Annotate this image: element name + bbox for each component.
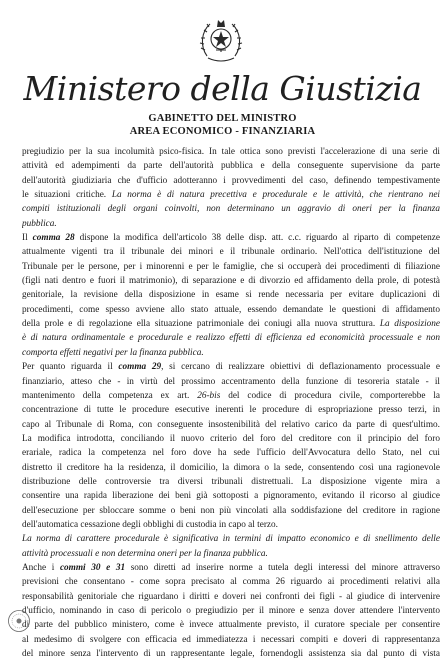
text-line bbox=[22, 375, 440, 389]
text-line bbox=[22, 604, 440, 618]
text-line bbox=[22, 260, 440, 274]
text-line bbox=[22, 461, 440, 475]
text-line bbox=[22, 217, 440, 231]
text-segment: attualmente vigenti tra il tribunale dei minori e il tribunale ordinario. Nell'ottica dell'istituzione del bbox=[22, 247, 440, 258]
text-segment: Il bbox=[22, 233, 33, 244]
text-segment: pubblica. bbox=[22, 218, 57, 229]
text-line bbox=[22, 561, 440, 575]
text-segment: distretto il creditore ha la residenza, il domicilio, la dimora o la sede, consentendo così una ragionevole bbox=[22, 462, 440, 473]
text-segment: sono diretti ad inserire norme a tutela degli interessi del minore attraverso bbox=[125, 562, 440, 573]
text-segment: procedimenti, come spesso avviene allo stato attuale, essendo demandate le questioni di affidamento bbox=[22, 304, 440, 315]
text-line bbox=[22, 231, 440, 245]
office-title: GABINETTO DEL MINISTRO bbox=[148, 113, 297, 124]
text-segment: d'ufficio, nominando in caso di pericolo o pregiudizio per il minore e senza dover attendere l'intervento bbox=[22, 606, 440, 616]
text-line bbox=[22, 432, 440, 446]
text-segment: La norma di carattere procedurale è significativa in termini di impatto economico e di snellimento delle bbox=[22, 534, 440, 545]
text-line bbox=[22, 202, 440, 216]
text-segment: di parte del pubblico ministero, come è invece attualmente previsto, il curatore speciale per consentire bbox=[22, 620, 440, 631]
text-segment: comporta effetti negativi per la finanza pubblica. bbox=[22, 347, 204, 358]
text-segment: 26-bis bbox=[197, 390, 221, 401]
text-segment: dell'esecuzione per sbloccare somme o beni non più vincolati alla soddisfazione del creditore in ragione bbox=[22, 505, 440, 516]
text-line bbox=[22, 547, 440, 561]
text-line bbox=[22, 504, 440, 518]
text-line bbox=[22, 475, 440, 489]
text-line bbox=[22, 317, 440, 331]
text-segment: mantenimento della competenza ex art. bbox=[22, 390, 198, 401]
document-body bbox=[22, 145, 440, 661]
text-line bbox=[22, 360, 440, 374]
text-line bbox=[22, 274, 440, 288]
text-line bbox=[22, 590, 440, 604]
text-line bbox=[22, 575, 440, 589]
text-line bbox=[22, 403, 440, 417]
text-line bbox=[22, 174, 440, 188]
text-segment: del codice di procedura civile, comporterebbe la bbox=[220, 390, 440, 401]
text-line bbox=[22, 633, 440, 647]
text-line bbox=[22, 159, 440, 173]
text-segment: Tribunale per le persone, per i minorenni e per le famiglie, che si occuperà dei procedimenti di filiazione bbox=[22, 261, 440, 272]
text-segment: capo al Tribunale di Roma, con conseguente insostenibilità del relativo carico da parte di quest'ultimo. bbox=[22, 419, 440, 430]
text-line bbox=[22, 303, 440, 317]
text-segment: La disposizione bbox=[379, 319, 440, 330]
masthead: Ministero della Giustizia bbox=[23, 69, 422, 108]
text-line bbox=[22, 188, 440, 202]
text-segment: Per quanto riguarda il bbox=[22, 362, 119, 373]
text-segment: della prole e di regolazione ella situazione patrimoniale dei coniugi alla nuova struttura. bbox=[22, 319, 380, 330]
text-segment: erariale, radica la competenza nel foro dove ha sede l'ufficio dell'Avvocatura dello Stato, nel cui bbox=[22, 448, 440, 459]
text-segment: La modifica introdotta, conciliando il nuovo criterio del foro del creditore con il principio del foro bbox=[22, 433, 440, 444]
text-segment: , si cercano di realizzare obiettivi di deflazionamento processuale e bbox=[161, 362, 440, 373]
text-segment: concentrazione di tutte le procedure esecutive inerenti le procedure di espropriazione presso terzi, in bbox=[22, 405, 440, 416]
text-segment: previsioni che consentano - come sopra precisato al comma 26 riguardo ai procedimenti relativi alla bbox=[22, 577, 440, 588]
italian-republic-emblem-icon bbox=[198, 16, 244, 66]
text-segment: pregiudizio per la sua incolumità psico-fisica. In tale ottica sono previsti l'accelerazione di una serie di bbox=[22, 147, 440, 157]
text-segment: compiti istituzionali degli organi coinvolti, non determinano un aggravio di oneri per la finanza bbox=[22, 204, 440, 215]
text-segment: attività processuali e non determina oneri per la finanza pubblica. bbox=[22, 548, 268, 559]
text-line bbox=[22, 245, 440, 259]
text-segment: dell'autorità giudiziaria che d'ufficio adotteranno i provvedimenti del caso, definendo tempestivamente bbox=[22, 175, 440, 186]
circular-stamp-icon bbox=[7, 609, 31, 633]
text-line bbox=[22, 532, 440, 546]
text-segment: genitoriale, la revisione della disposizione in esame si rende necessaria per evitare duplicazioni di bbox=[22, 290, 440, 301]
text-line bbox=[22, 418, 440, 432]
text-line bbox=[22, 389, 440, 403]
text-line bbox=[22, 489, 440, 503]
text-segment: responsabilità genitoriale che riguardano i diritti e doveri nei confronti dei figli - al giudice di intervenire bbox=[22, 591, 440, 602]
text-segment: comma 29 bbox=[118, 362, 162, 373]
text-segment: commi 30 e 31 bbox=[59, 562, 126, 573]
text-line bbox=[22, 346, 440, 360]
text-segment: le situazioni critiche. bbox=[22, 190, 112, 201]
text-segment: (figli nati dentro e fuori il matrimonio), di separazione e di divorzio ed affidamento della prole, di potestà bbox=[22, 276, 440, 287]
text-segment: dispone la modifica dell'articolo 38 delle disp. att. c.c. riguardo al riparto di competenze bbox=[74, 233, 440, 244]
text-line bbox=[22, 331, 440, 345]
text-line bbox=[22, 288, 440, 302]
text-segment: comma 28 bbox=[32, 233, 75, 244]
text-line bbox=[22, 647, 440, 661]
area-title: AREA ECONOMICO - FINANZIARIA bbox=[129, 126, 316, 137]
text-line bbox=[22, 518, 440, 532]
text-segment: attività ed adempimenti da parte dell'autorità pubblica e della conseguente supervisione da parte bbox=[22, 161, 440, 172]
text-line bbox=[22, 446, 440, 460]
text-line bbox=[22, 618, 440, 632]
text-segment: del minore senza l'intervento di un rappresentante legale, fornendogli assistenza sia dal punto di vista bbox=[22, 649, 440, 660]
text-segment: dell'automatica cessazione degli obblighi di custodia in capo al terzo. bbox=[22, 519, 278, 530]
text-segment: Anche i bbox=[22, 562, 60, 573]
text-line bbox=[22, 145, 440, 159]
text-segment: distribuzione delle controversie tra diversi tribunali distrettuali. La disposizione vigente mira a bbox=[22, 476, 440, 487]
text-segment: al medesimo di svolgere con efficacia ed immediatezza i necessari compiti e doveri di rappresentanza bbox=[22, 634, 440, 645]
text-segment: è di natura ordinamentale e procedurale e realizzo effetti di efficienza ed economicità processuale e non bbox=[22, 333, 440, 344]
text-segment: La norma è di natura precettiva e procedurale e le attività, che rientrano nei bbox=[111, 190, 440, 201]
text-segment: finanziario, atteso che - in virtù del prossimo accentramento della funzione di tesoreria statale - il bbox=[22, 376, 440, 387]
text-segment: consentire una rapida liberazione dei beni già sottoposti a pignoramento, evitando il ricorso al giudice bbox=[22, 491, 440, 502]
